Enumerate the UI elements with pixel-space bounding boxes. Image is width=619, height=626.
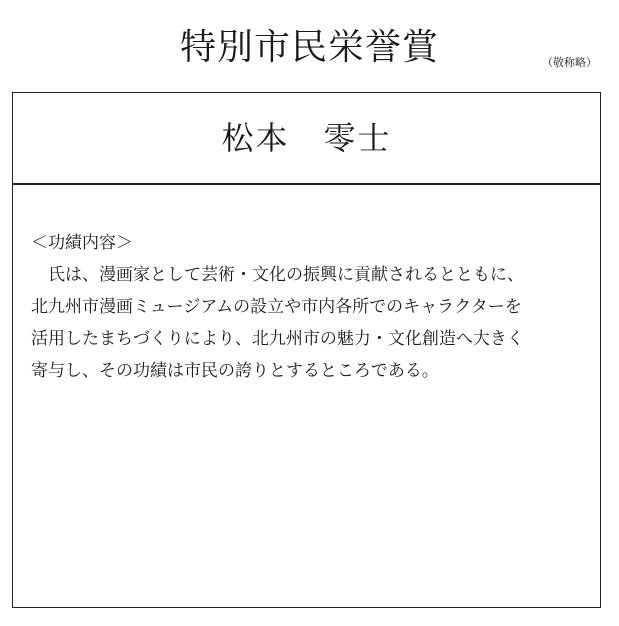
- achievements-line: 寄与し、その功績は市民の誇りとするところである。: [31, 361, 439, 381]
- award-title: 特別市民栄誉賞: [179, 27, 439, 68]
- achievements-line: 活用したまちづくりにより、北九州市の魅力・文化創造へ大きく: [31, 329, 524, 349]
- honorific-omitted-note: （敬称略）: [542, 56, 597, 69]
- achievements-heading: ＜功績内容＞: [31, 233, 133, 253]
- achievements-line: 北九州市漫画ミュージアムの設立や市内各所でのキャラクターを: [31, 297, 522, 317]
- recipient-name-band: [13, 93, 600, 185]
- recipient-name: 松本 零士: [221, 119, 392, 157]
- award-frame: [12, 92, 601, 608]
- achievements-line: 氏は、漫画家として芸術・文化の振興に貢献されるとともに、: [31, 265, 524, 285]
- achievements-section: [31, 231, 586, 387]
